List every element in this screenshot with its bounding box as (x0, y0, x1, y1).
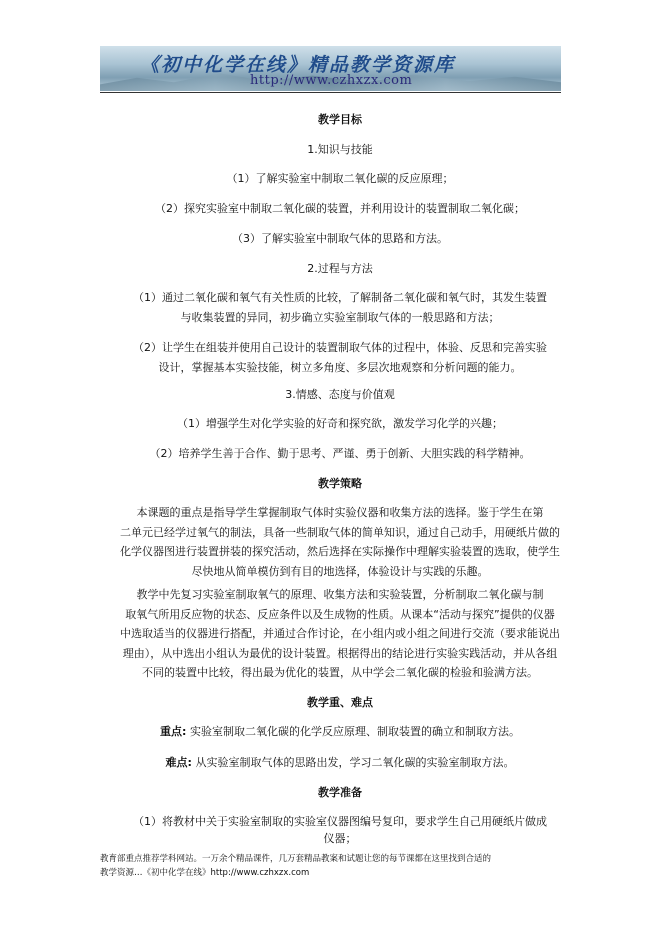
key-point-label: 重点: (160, 725, 187, 738)
key-point-text: 实验室制取二氧化碳的化学反应原理、制取装置的确立和制取方法。 (189, 725, 520, 738)
strategy-p1-line2: 二单元已经学过氧气的制法，具备一些制取气体的简单知识，通过自己动手，用硬纸片做的 (120, 525, 560, 539)
objective-2-2-line1: （2）让学生在组装并使用自己设计的装置制取气体的过程中，体验、反思和完善实验 (133, 341, 547, 354)
strategy-p2-line2: 取氧气所用反应物的状态、反应条件以及生成物的性质。从课本“活动与探究”提供的仪器 (125, 607, 555, 621)
key-point (100, 725, 580, 739)
header-banner (100, 46, 561, 91)
page-footer (100, 852, 580, 880)
objective-2-1-line1: （1）通过二氧化碳和氧气有关性质的比较，了解制备二氧化碳和氧气时，其发生装置 (133, 291, 547, 304)
objective-2-2-line2: 设计，掌握基本实验技能，树立多角度、多层次地观察和分析问题的能力。 (158, 360, 522, 374)
objective-2-1-line2: 与收集装置的异同，初步确立实验室制取气体的一般思路和方法； (180, 310, 500, 324)
objective-1-3: （3）了解实验室中制取气体的思路和方法。 (232, 232, 448, 245)
section-knowledge: 1.知识与技能 (307, 143, 373, 156)
difficult-point-text: 从实验室制取气体的思路出发，学习二氧化碳的实验室制取方法。 (195, 756, 515, 769)
strategy-p1-line4: 尽快地从简单模仿到有目的地选择，体验设计与实践的乐趣。 (191, 564, 489, 578)
preparation-1-line2: 仪器； (323, 831, 357, 845)
preparation-1-line1: （1）将教材中关于实验室制取的实验室仪器图编号复印，要求学生自己用硬纸片做成 (133, 815, 547, 828)
strategy-p1-line1: 本课题的重点是指导学生掌握制取气体时实验仪器和收集方法的选择。鉴于学生在第 (136, 506, 544, 519)
section-attitude: 3.情感、态度与价值观 (285, 388, 395, 401)
banner-title: 《初中化学在线》精品教学资源库 (140, 54, 456, 76)
banner-url[interactable]: http://www.czhxzx.com (250, 73, 413, 88)
strategy-p2-line3: 中选取适当的仪器进行搭配，并通过合作讨论，在小组内或小组之间进行交流（要求能说出 (120, 627, 560, 640)
strategy-p2-line5: 不同的装置中比较，得出最为优化的装置，从中学会二氧化碳的检验和验满方法。 (142, 666, 538, 679)
header-divider (100, 92, 561, 93)
heading-keypoints: 教学重、难点 (307, 696, 373, 709)
heading-preparation: 教学准备 (318, 786, 362, 799)
objective-1-1: （1）了解实验室中制取二氧化碳的反应原理； (226, 172, 454, 185)
footer-line1: 教育部重点推荐学科网站。一万余个精品课件，几万套精品教案和试题让您的每节课都在这里找到合适的 (100, 854, 492, 864)
strategy-p1-line3: 化学仪器图进行装置拼装的探究活动，然后选择在实际操作中理解实验装置的选取，使学生 (120, 545, 560, 558)
difficult-point (100, 756, 580, 770)
preparation-1 (100, 812, 580, 846)
section-process: 2.过程与方法 (307, 262, 373, 275)
objective-3-2: （2）培养学生善于合作、勤于思考、严谨、勇于创新、大胆实践的科学精神。 (149, 447, 531, 460)
difficult-point-label: 难点: (165, 756, 192, 769)
strategy-paragraph-1 (100, 503, 580, 581)
heading-strategy: 教学策略 (318, 477, 362, 490)
objective-3-1: （1）增强学生对化学实验的好奇和探究欲，激发学习化学的兴趣； (177, 417, 503, 430)
objective-1-2: （2）探究实验室中制取二氧化碳的装置，并利用设计的装置制取二氧化碳； (155, 202, 525, 215)
strategy-p2-line1: 教学中先复习实验室制取氧气的原理、收集方法和实验装置，分析制取二氧化碳与制 (136, 588, 544, 601)
objective-2-2 (100, 338, 580, 377)
footer-line2[interactable]: 教学资源…《初中化学在线》http://www.czhxzx.com (100, 868, 310, 878)
heading-objectives: 教学目标 (318, 113, 362, 126)
strategy-paragraph-2 (100, 585, 580, 683)
objective-2-1 (100, 288, 580, 327)
strategy-p2-line4: 理由），从中选出小组认为最优的设计装置。根据得出的结论进行实验实践活动，并从各组 (122, 646, 558, 660)
